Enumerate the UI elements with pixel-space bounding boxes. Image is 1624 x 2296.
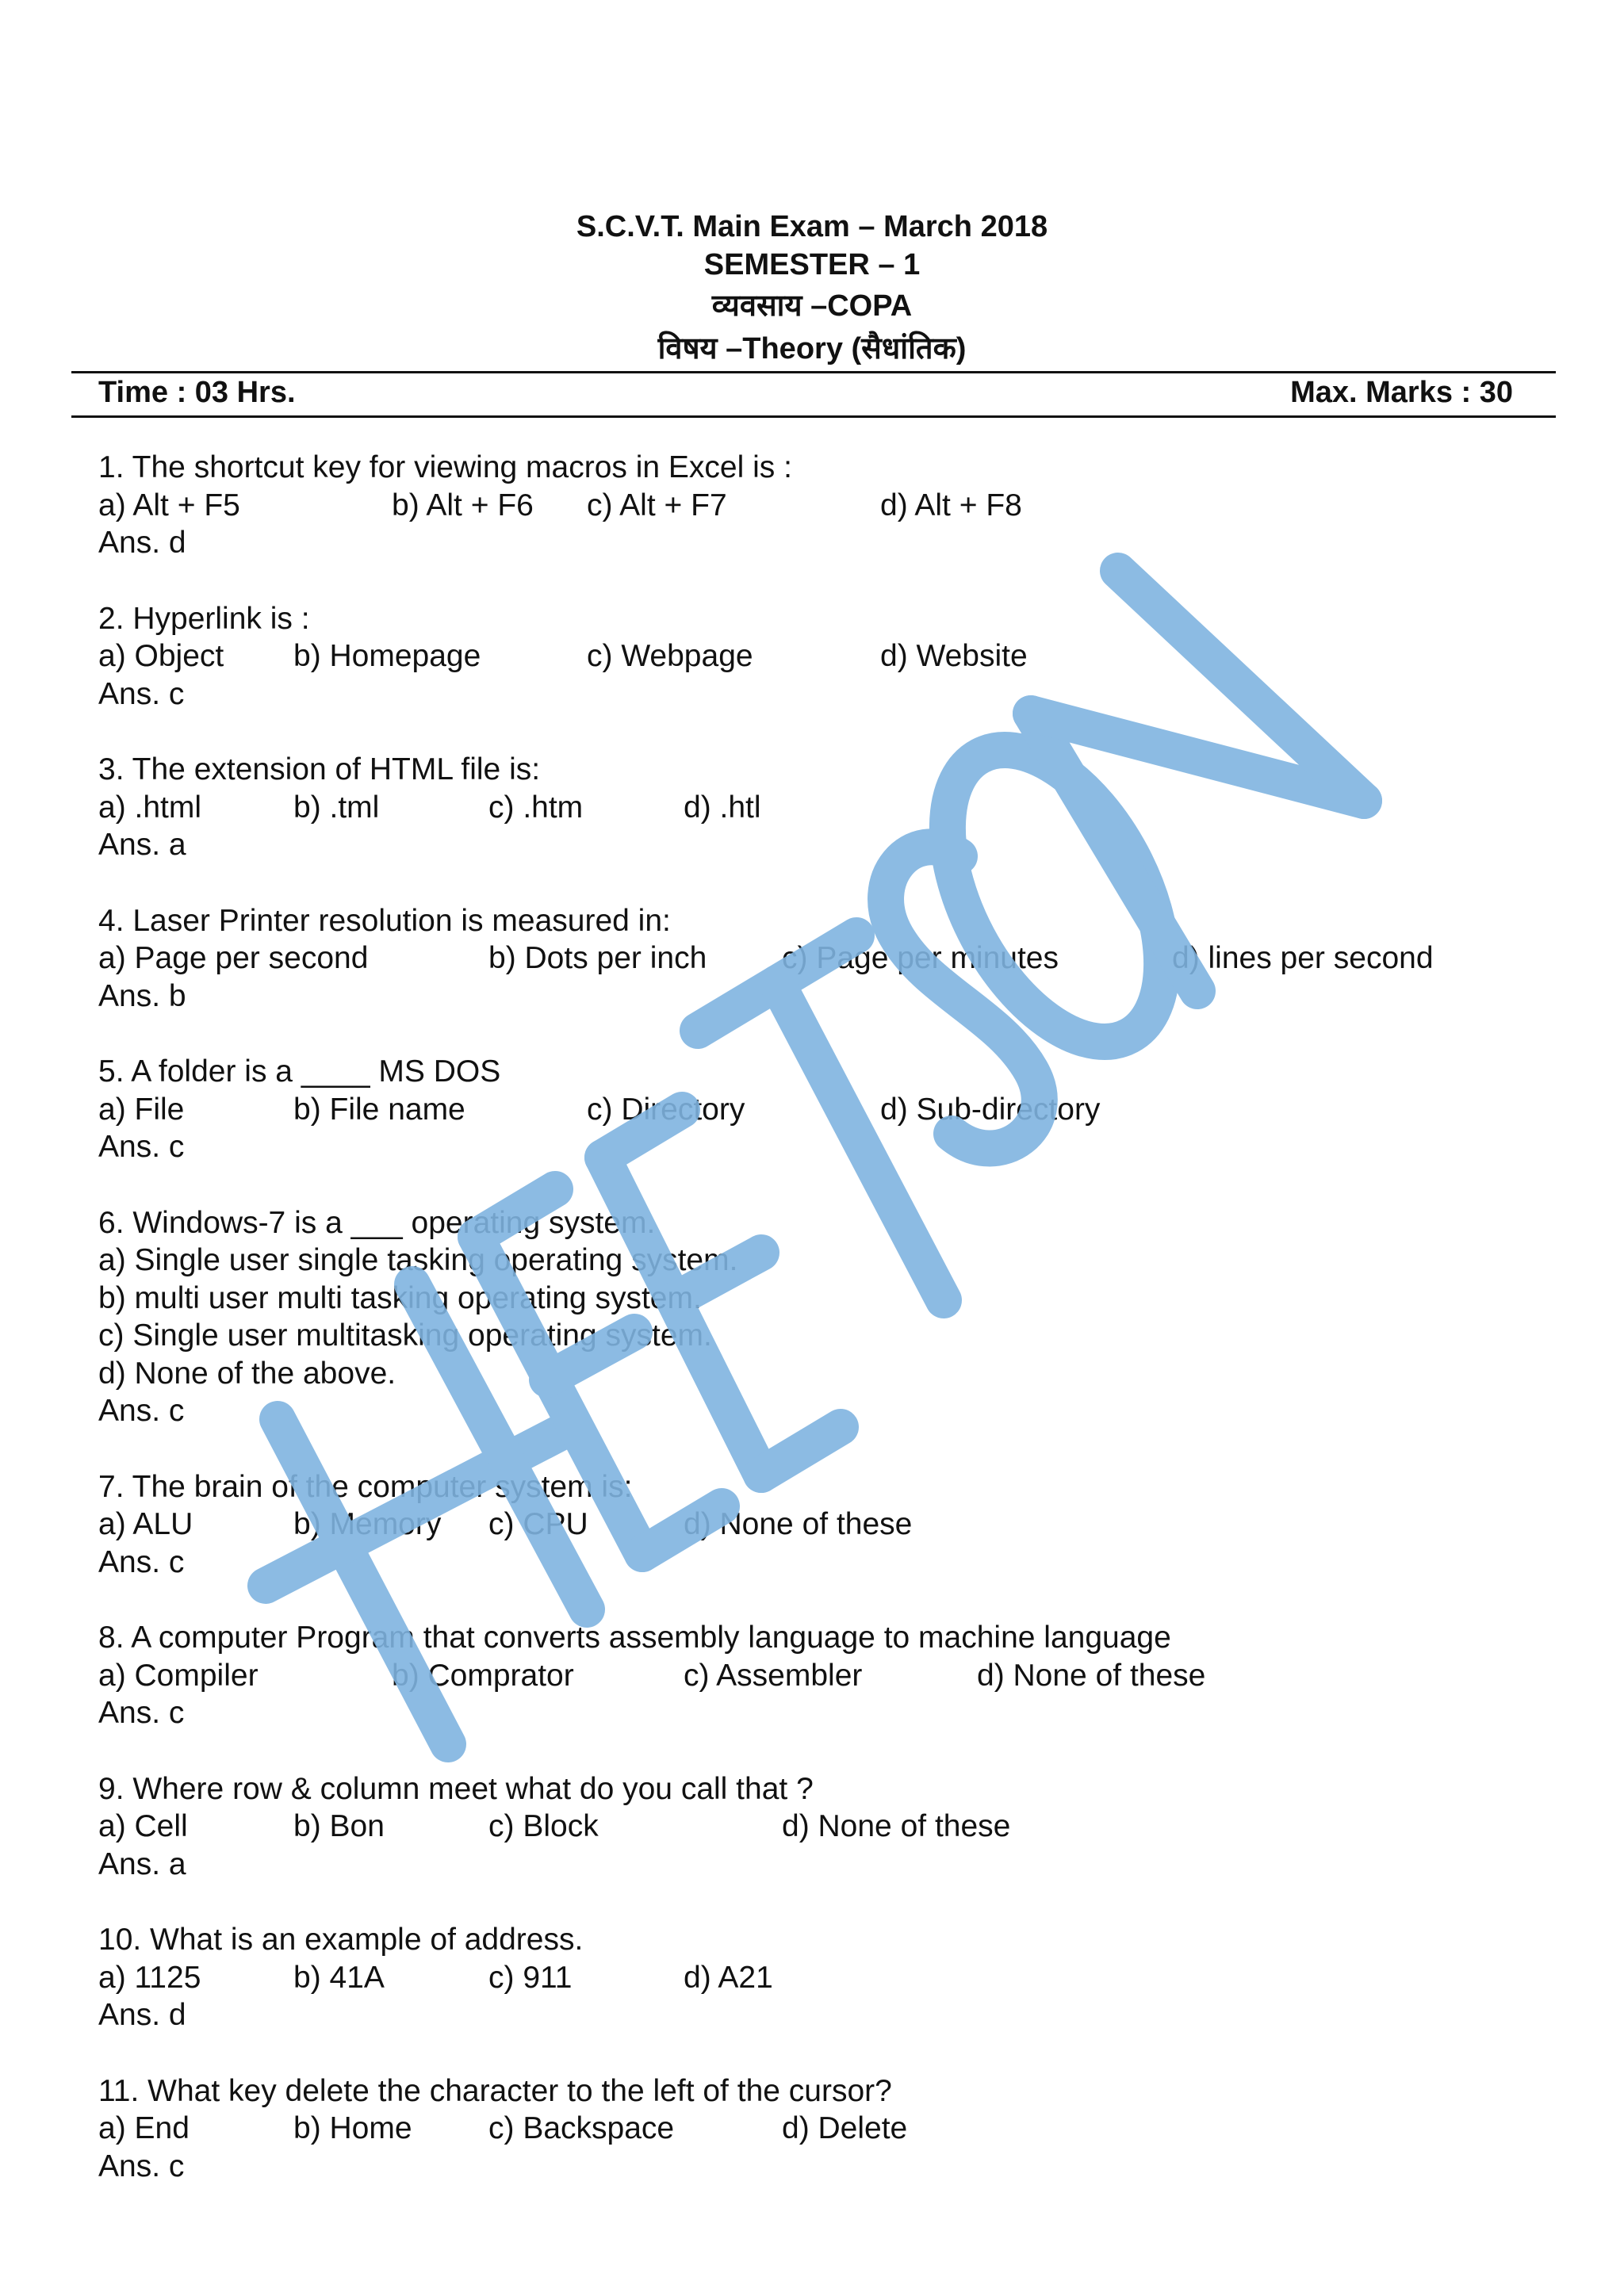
subject: विषय –Theory (सैधांतिक)	[657, 332, 967, 365]
answer: Ans. a	[98, 1846, 186, 1881]
option-row	[98, 939, 1526, 978]
question-6	[98, 1204, 1526, 1430]
option-b: b) File name	[293, 1092, 465, 1127]
max-marks-label: Max. Marks : 30	[1290, 376, 1513, 409]
question-stem: 10. What is an example of address.	[98, 1923, 584, 1957]
option-row	[98, 1091, 1526, 1129]
question-10	[98, 1921, 1526, 2034]
option-a: a) .html	[98, 790, 202, 825]
option-a: a) Compiler	[98, 1658, 259, 1693]
option-b: b) multi user multi tasking operating system.	[98, 1280, 702, 1315]
time-label: Time : 03 Hrs.	[98, 376, 296, 409]
question-5	[98, 1053, 1526, 1166]
question-8	[98, 1619, 1526, 1732]
meta-row	[98, 376, 1513, 410]
question-stem: 3. The extension of HTML file is:	[98, 752, 541, 786]
answer: Ans. b	[98, 978, 186, 1013]
option-c: c) Page per minutes	[782, 941, 1059, 975]
question-9	[98, 1770, 1526, 1884]
option-row	[98, 2110, 1526, 2148]
option-c: c) .htm	[488, 790, 584, 825]
option-b: b) Bon	[293, 1809, 385, 1843]
question-11	[98, 2072, 1526, 2186]
option-a: a) 1125	[98, 1960, 201, 1995]
header-bottom-rule	[71, 415, 1556, 418]
option-b: b) Memory	[293, 1507, 442, 1541]
option-b: b) Comprator	[392, 1658, 574, 1693]
option-d: d) None of the above.	[98, 1356, 396, 1391]
option-list	[98, 1242, 1526, 1392]
trade: व्यवसाय –COPA	[711, 289, 913, 323]
option-a: a) ALU	[98, 1507, 193, 1541]
option-c: c) CPU	[488, 1507, 588, 1541]
option-a: a) End	[98, 2111, 190, 2145]
question-3	[98, 751, 1526, 864]
question-stem: 8. A computer Program that converts assembly language to machine language	[98, 1621, 1171, 1655]
option-d: d) None of these	[684, 1507, 913, 1541]
answer: Ans. c	[98, 1394, 185, 1428]
option-d: d) None of these	[782, 1809, 1011, 1843]
exam-header	[0, 208, 1624, 368]
semester: SEMESTER – 1	[703, 248, 921, 281]
question-2	[98, 600, 1526, 714]
option-d: d) .htl	[684, 790, 761, 825]
option-b: b) .tml	[293, 790, 380, 825]
question-stem: 9. Where row & column meet what do you call that ?	[98, 1771, 814, 1806]
answer: Ans. d	[98, 526, 186, 560]
question-4	[98, 902, 1526, 1016]
option-b: b) Alt + F6	[392, 488, 534, 522]
option-c: c) Single user multitasking operating system.	[98, 1318, 712, 1353]
option-a: a) Page per second	[98, 941, 369, 975]
option-b: b) 41A	[293, 1960, 385, 1995]
option-row	[98, 1808, 1526, 1846]
option-d: d) None of these	[977, 1658, 1206, 1693]
option-d: d) Sub-directory	[880, 1092, 1101, 1127]
option-b: b) Homepage	[293, 639, 481, 673]
option-c: c) Assembler	[684, 1658, 863, 1693]
option-a: a) Alt + F5	[98, 488, 240, 522]
question-1	[98, 449, 1526, 562]
option-c: c) 911	[488, 1960, 573, 1995]
exam-title: S.C.V.T. Main Exam – March 2018	[576, 210, 1048, 243]
option-row	[98, 487, 1526, 525]
question-stem: 6. Windows-7 is a ___ operating system.	[98, 1205, 656, 1240]
answer: Ans. c	[98, 2149, 185, 2183]
question-7	[98, 1468, 1526, 1582]
option-d: d) Delete	[782, 2111, 908, 2145]
question-stem: 7. The brain of the computer system is:	[98, 1469, 633, 1504]
option-b: b) Home	[293, 2111, 412, 2145]
option-a: a) Object	[98, 639, 224, 673]
answer: Ans. c	[98, 1130, 185, 1164]
option-a: a) File	[98, 1092, 185, 1127]
question-stem: 11. What key delete the character to the left of the cursor?	[98, 2073, 892, 2108]
option-c: c) Backspace	[488, 2111, 675, 2145]
option-d: d) lines per second	[1172, 941, 1434, 975]
option-d: d) Alt + F8	[880, 488, 1022, 522]
answer: Ans. d	[98, 1998, 186, 2032]
question-stem: 4. Laser Printer resolution is measured in:	[98, 903, 671, 938]
option-b: b) Dots per inch	[488, 941, 707, 975]
option-row	[98, 1657, 1526, 1695]
question-stem: 1. The shortcut key for viewing macros in Excel is :	[98, 450, 792, 484]
option-row	[98, 1506, 1526, 1544]
header-top-rule	[71, 371, 1556, 373]
answer: Ans. c	[98, 676, 185, 711]
question-stem: 5. A folder is a ____ MS DOS	[98, 1054, 501, 1089]
answer: Ans. c	[98, 1696, 185, 1730]
question-stem: 2. Hyperlink is :	[98, 601, 310, 636]
option-row	[98, 1959, 1526, 1997]
option-row	[98, 637, 1526, 675]
option-d: d) Website	[880, 639, 1028, 673]
option-c: c) Directory	[587, 1092, 745, 1127]
question-list	[98, 449, 1526, 2223]
option-a: a) Single user single tasking operating system.	[98, 1243, 738, 1277]
option-c: c) Webpage	[587, 639, 753, 673]
option-c: c) Alt + F7	[587, 488, 727, 522]
answer: Ans. a	[98, 828, 186, 862]
option-d: d) A21	[684, 1960, 773, 1995]
answer: Ans. c	[98, 1544, 185, 1579]
option-c: c) Block	[488, 1809, 599, 1843]
option-a: a) Cell	[98, 1809, 188, 1843]
option-row	[98, 789, 1526, 827]
